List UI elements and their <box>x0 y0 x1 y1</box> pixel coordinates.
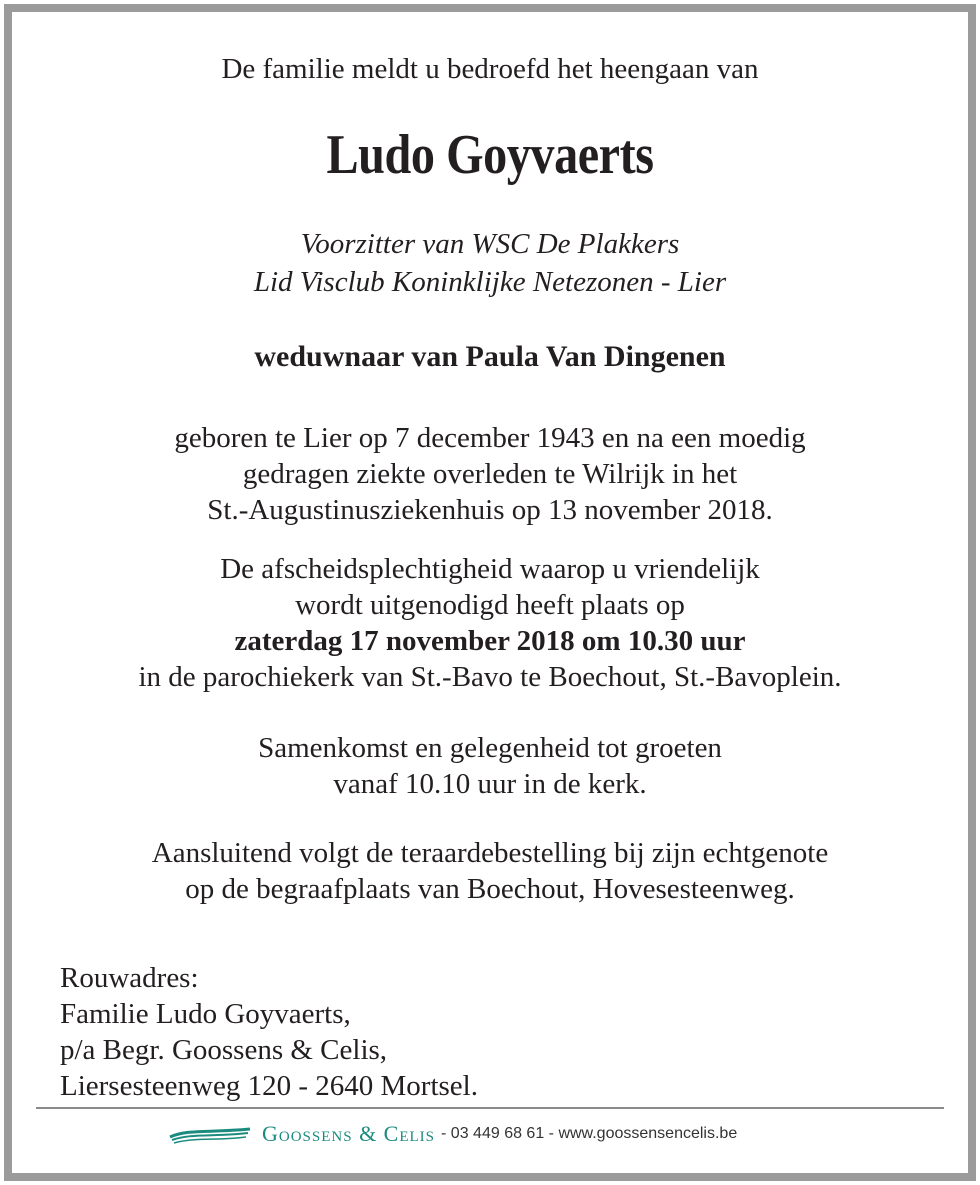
widower-line: weduwnaar van Paula Van Dingenen <box>254 340 726 373</box>
birth-death-paragraph <box>0 420 980 528</box>
paragraph-line: vanaf 10.10 uur in de kerk. <box>333 768 647 800</box>
undertaker-footer <box>168 1121 737 1147</box>
undertaker-name: Goossens & Celis <box>262 1121 436 1146</box>
ceremony-date: zaterdag 17 november 2018 om 10.30 uur <box>234 625 746 657</box>
paragraph-line: gedragen ziekte overleden te Wilrijk in het <box>242 458 738 490</box>
burial-paragraph <box>0 835 980 907</box>
ceremony-paragraph <box>0 551 980 695</box>
paragraph-line: geboren te Lier op 7 december 1943 en na een moedig <box>174 422 806 454</box>
role-line: Voorzitter van WSC De Plakkers <box>300 228 680 260</box>
address-line: Rouwadres: <box>60 962 199 994</box>
paragraph-line: wordt uitgenodigd heeft plaats op <box>295 589 685 621</box>
mourning-address <box>60 960 478 1104</box>
footer-divider <box>36 1107 944 1109</box>
paragraph-line: De afscheidsplechtigheid waarop u vriendelijk <box>220 553 760 585</box>
address-line: p/a Begr. Goossens & Celis, <box>60 1034 388 1066</box>
paragraph-line: Samenkomst en gelegenheid tot groeten <box>258 732 722 764</box>
gathering-paragraph <box>0 730 980 802</box>
paragraph-line: op de begraafplaats van Boechout, Hovesesteenweg. <box>185 873 795 905</box>
deceased-name: Ludo Goyvaerts <box>326 124 654 186</box>
paragraph-line: Aansluitend volgt de teraardebestelling bij zijn echtgenote <box>151 837 829 869</box>
undertaker-contact: - 03 449 68 61 - www.goossensencelis.be <box>441 1125 738 1142</box>
address-line: Familie Ludo Goyvaerts, <box>60 998 351 1030</box>
intro-text: De familie meldt u bedroefd het heengaan van <box>221 53 759 85</box>
paragraph-line: St.-Augustinusziekenhuis op 13 november 2018. <box>207 494 773 526</box>
wave-lines-logo-icon <box>168 1123 252 1145</box>
paragraph-line: in de parochiekerk van St.-Bavo te Boechout, St.-Bavoplein. <box>138 661 842 693</box>
role-line: Lid Visclub Koninklijke Netezonen - Lier <box>253 266 727 298</box>
address-line: Liersesteenweg 120 - 2640 Mortsel. <box>60 1070 478 1102</box>
